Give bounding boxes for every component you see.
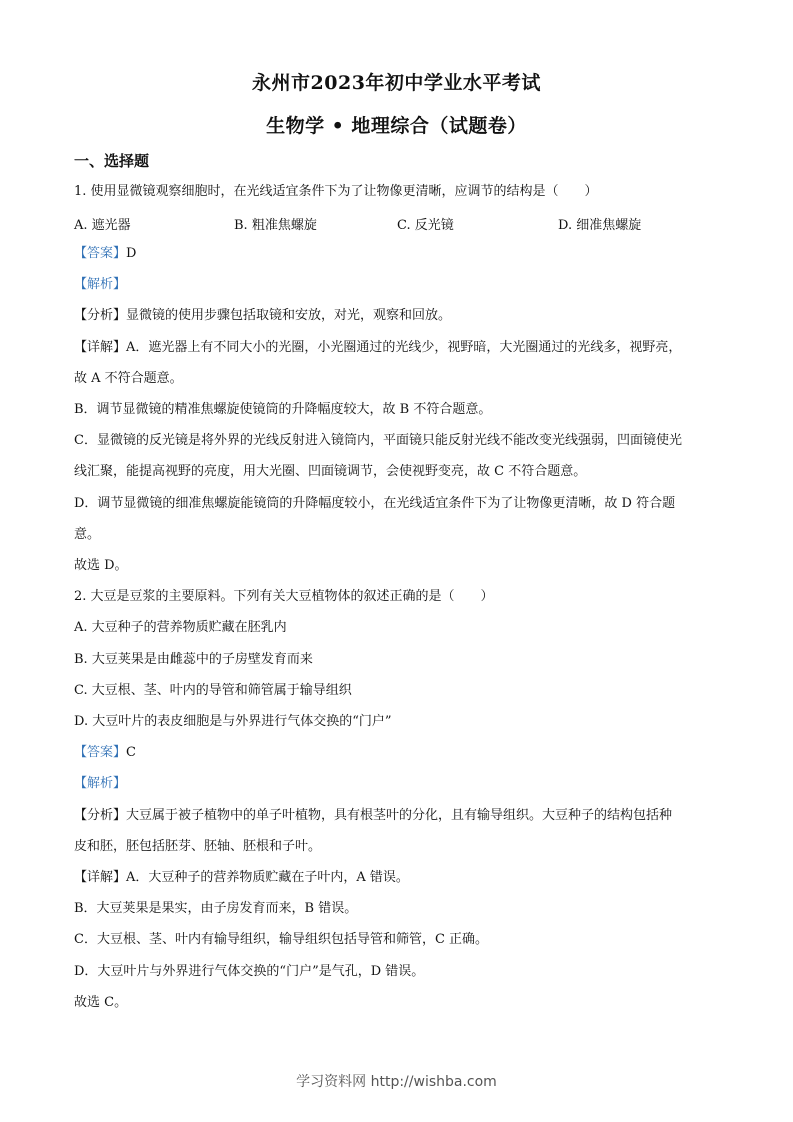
q2-option-c: C. 大豆根、茎、叶内的导管和筛管属于输导组织 bbox=[74, 683, 352, 698]
q2-analysis-tag: 【解析】 bbox=[74, 776, 127, 791]
exam-title: 永州市2023年初中学业水平考试 bbox=[252, 72, 541, 94]
q1-option-b: B. 粗准焦螺旋 bbox=[234, 218, 317, 233]
q1-detail-3: B．调节显微镜的精准焦螺旋使镜筒的升降幅度较大，故 B 不符合题意。 bbox=[74, 402, 492, 417]
q1-detail-7: 意。 bbox=[74, 527, 101, 542]
q1-detail-5: 线汇聚，能提高视野的亮度，用大光圈、凹面镜调节，会使视野变亮，故 C 不符合题意。 bbox=[74, 464, 587, 479]
q2-option-b: B. 大豆荚果是由雌蕊中的子房壁发育而来 bbox=[74, 652, 313, 667]
q1-detail-1: 【详解】A．遮光器上有不同大小的光圈，小光圈通过的光线少，视野暗，大光圈通过的光线多，视野亮， bbox=[74, 340, 682, 355]
answer-value: C bbox=[126, 745, 136, 760]
q2-conclusion: 故选 C。 bbox=[74, 995, 128, 1010]
q2-answer bbox=[74, 744, 136, 762]
q2-option-d: D. 大豆叶片的表皮细胞是与外界进行气体交换的“门户” bbox=[74, 714, 392, 729]
q2-detail-3: C．大豆根、茎、叶内有输导组织，输导组织包括导管和筛管，C 正确。 bbox=[74, 932, 489, 947]
q1-option-d: D. 细准焦螺旋 bbox=[558, 218, 642, 233]
answer-value: D bbox=[126, 246, 137, 261]
q2-stem: 2. 大豆是豆浆的主要原料。下列有关大豆植物体的叙述正确的是（ ） bbox=[74, 589, 494, 604]
q1-option-a: A. 遮光器 bbox=[74, 218, 131, 233]
q2-fenxi-2: 皮和胚，胚包括胚芽、胚轴、胚根和子叶。 bbox=[74, 839, 322, 854]
answer-tag: 【答案】 bbox=[74, 745, 127, 760]
q1-analysis-tag: 【解析】 bbox=[74, 277, 127, 292]
q1-answer bbox=[74, 245, 136, 263]
q2-detail-1: 【详解】A．大豆种子的营养物质贮藏在子叶内，A 错误。 bbox=[74, 870, 409, 885]
q1-stem: 1. 使用显微镜观察细胞时，在光线适宜条件下为了让物像更清晰，应调节的结构是（ ） bbox=[74, 184, 598, 199]
q2-detail-4: D．大豆叶片与外界进行气体交换的“门户”是气孔，D 错误。 bbox=[74, 964, 425, 979]
footer-watermark: 学习资料网 http://wishba.com bbox=[296, 1074, 497, 1090]
q1-option-c: C. 反光镜 bbox=[397, 218, 454, 233]
q1-detail-6: D．调节显微镜的细准焦螺旋能镜筒的升降幅度较小，在光线适宜条件下为了让物像更清晰，故 D 符合题 bbox=[74, 496, 676, 511]
section-heading: 一、选择题 bbox=[74, 152, 150, 170]
answer-tag: 【答案】 bbox=[74, 246, 127, 261]
q2-fenxi-1: 【分析】大豆属于被子植物中的单子叶植物，具有根茎叶的分化，且有输导组织。大豆种子的结构包括种 bbox=[74, 808, 673, 823]
q1-fenxi: 【分析】显微镜的使用步骤包括取镜和安放，对光，观察和回放。 bbox=[74, 308, 452, 323]
q1-conclusion: 故选 D。 bbox=[74, 558, 128, 573]
q1-detail-4: C．显微镜的反光镜是将外界的光线反射进入镜筒内，平面镜只能反射光线不能改变光线强弱，凹面镜使光 bbox=[74, 433, 682, 448]
exam-subtitle: 生物学 • 地理综合（试题卷） bbox=[266, 115, 527, 137]
q1-detail-2: 故 A 不符合题意。 bbox=[74, 371, 183, 386]
q2-detail-2: B．大豆荚果是果实，由子房发育而来，B 错误。 bbox=[74, 901, 358, 916]
q2-option-a: A. 大豆种子的营养物质贮藏在胚乳内 bbox=[74, 620, 287, 635]
